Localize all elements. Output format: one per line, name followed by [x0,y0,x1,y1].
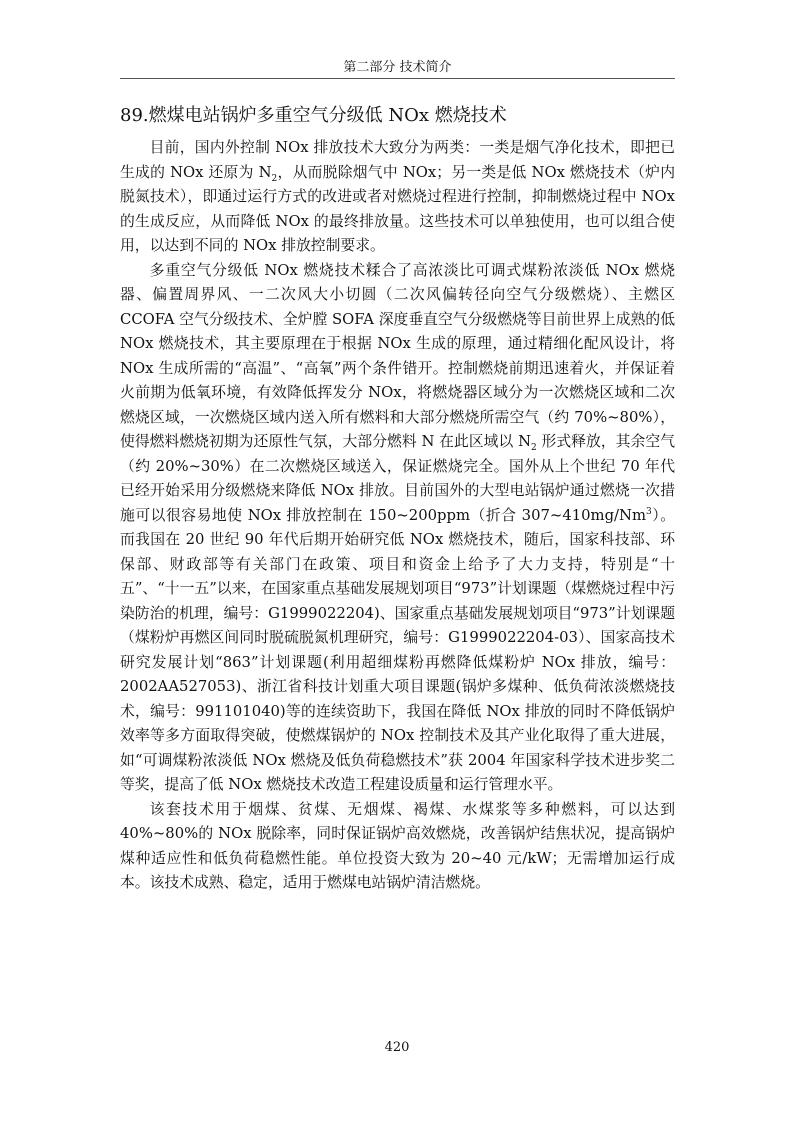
page-number: 420 [384,1040,410,1055]
paragraph-1-text-a: 目前，国内外控制 NOx 排放技术大致分为两类：一类是烟气净化技术，即把已生成的 NOx 还原为 N [120,139,675,181]
paragraph-2-text-b: 形式释放，其余空气（约 20%~30%）在二次燃烧区域送入，保证燃烧完全。国外从上个世纪 70 年代已经开始采用分级燃烧来降低 NOx 排放。目前国外的大型电站锅炉通过燃烧一次措施可以很容易地使 NOx 排放控制在 150~200ppm（折合 307~410mg/Nm [120,433,675,524]
paragraph-1 [120,136,675,259]
paragraph-2 [120,259,675,798]
paragraph-3-text: 该套技术用于烟煤、贫煤、无烟煤、褐煤、水煤浆等多种燃料，可以达到 40%~80%的 NOx 脱除率，同时保证锅炉高效燃烧，改善锅炉结焦状况，提高锅炉煤种适应性和低负荷稳燃性能。单位投资大致为 20~40 元/kW；无需增加运行成本。该技术成熟、稳定，适用于燃煤电站锅炉清洁燃烧。 [120,800,675,891]
superscript-cubic: 3 [646,506,652,517]
subscript-n2: 2 [531,442,537,453]
section-title: 89.燃煤电站锅炉多重空气分级低 NOx 燃烧技术 [120,105,507,126]
paragraph-2-text-a: 多重空气分级低 NOx 燃烧技术糅合了高浓淡比可调式煤粉浓淡低 NOx 燃烧器、偏置周界风、一二次风大小切圆（二次风偏转径向空气分级燃烧）、主燃区 CCOFA 空气分级技术、全炉膛 SOFA 深度垂直空气分级燃烧等目前世界上成熟的低 NOx 燃烧技术，其主要原理在于根据 NOx 生成的原理，通过精细化配风设计，将 NOx 生成所需的“高温”、“高氧”两个条件错开。控制燃烧前期迅速着火，并保证着火前期为低氧环境，有效降低挥发分 NOx，将燃烧器区域分为一次燃烧区域和二次燃烧区域，一次燃烧区域内送入所有燃料和大部分燃烧所需空气（约 70%~80%），使得燃料燃烧初期为还原性气氛，大部分燃料 N 在此区域以 N [120,261,675,450]
paragraph-2-text-c: ）。而我国在 20 世纪 90 年代后期开始研究低 NOx 燃烧技术，随后，国家科技部、环保部、财政部等有关部门在政策、项目和资金上给予了大力支持，特别是“十五”、“十一五”以来，在国家重点基础发展规划项目“973”计划课题（煤燃烧过程中污染防治的机理，编号：G1999022204)、国家重点基础发展规划项目“973”计划课题（煤粉炉再燃区间同时脱硫脱氮机理研究，编号：G1999022204-03）、国家高技术研究发展计划“863”计划课题(利用超细煤粉再燃降低煤粉炉 NOx 排放，编号：2002AA527053)、浙江省科技计划重大项目课题(锅炉多煤种、低负荷浓淡燃烧技术，编号：991101040)等的连续资助下，我国在降低 NOx 排放的同时不降低锅炉效率等多方面取得突破，使燃煤锅炉的 NOx 控制技术及其产业化取得了重大进展，如“可调煤粉浓淡低 NOx 燃烧及低负荷稳燃技术”获 2004 年国家科学技术进步奖二等奖，提高了低 NOx 燃烧技术改造工程建设质量和运行管理水平。 [120,506,675,793]
running-header: 第二部分 技术简介 [343,60,452,75]
paragraph-3 [120,798,675,896]
body-text [120,136,675,896]
header-divider [120,78,675,79]
subscript-n2: 2 [271,173,278,184]
paragraph-1-text-b: ，从而脱除烟气中 NOx；另一类是低 NOx 燃烧技术（炉内脱氮技术），即通过运行方式的改进或者对燃烧过程进行控制，抑制燃烧过程中 NOx 的生成反应，从而降低 NOx 的最终排放量。这些技术可以单独使用，也可以组合使用，以达到不同的 NOx 排放控制要求。 [120,163,675,254]
